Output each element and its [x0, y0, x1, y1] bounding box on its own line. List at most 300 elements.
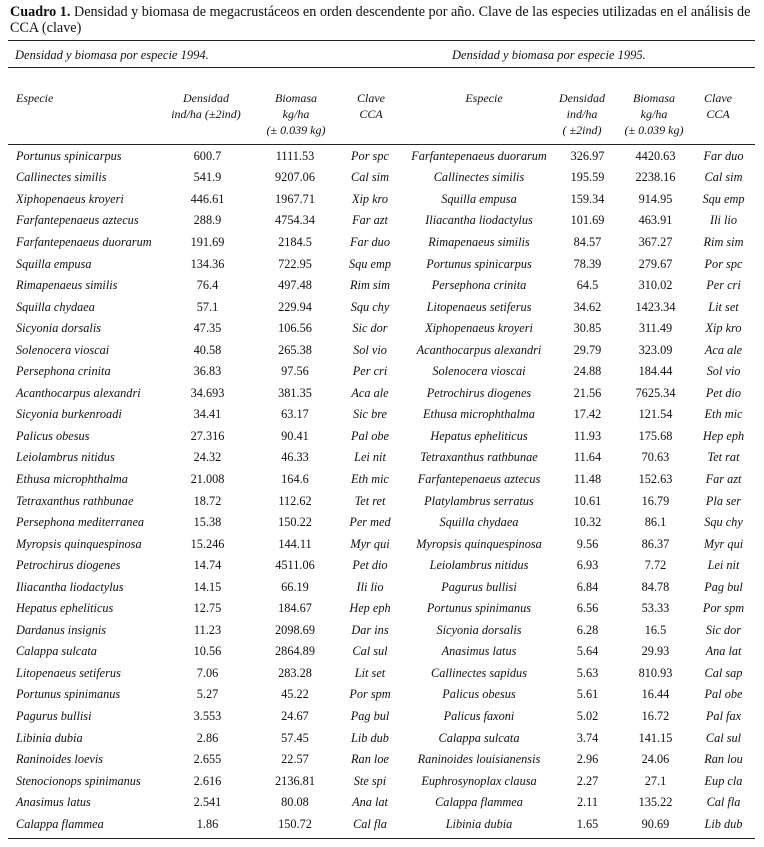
cell-biomasa-1995: 53.33 — [641, 601, 670, 616]
table-row — [8, 274, 755, 296]
cell-clave-1995: Squ chy — [704, 515, 743, 530]
cell-densidad-1995: 3.74 — [576, 730, 599, 745]
cell-species-1995: Iliacantha liodactylus — [425, 213, 533, 228]
table-row — [8, 404, 755, 426]
cell-clave-1994: Aca ale — [351, 385, 389, 400]
cell-clave-1994: Dar ins — [351, 622, 389, 637]
cell-species-1994: Ethusa microphthalma — [16, 471, 128, 486]
cell-densidad-1995: 5.02 — [576, 708, 599, 723]
cell-biomasa-1995: 16.79 — [641, 493, 670, 508]
cell-densidad-1994: 1.86 — [196, 816, 219, 831]
cell-species-1995: Callinectes similis — [433, 170, 525, 185]
header-biomasa-err: (± 0.039 kg) — [624, 123, 684, 137]
cell-species-1994: Calappa sulcata — [16, 644, 97, 659]
cell-species-1995: Myropsis quinquespinosa — [416, 536, 542, 551]
cell-densidad-1994: 76.4 — [196, 278, 219, 293]
table-row — [8, 662, 755, 684]
cell-densidad-1995: 326.97 — [570, 148, 605, 163]
cell-species-1994: Raninoides loevis — [16, 752, 104, 767]
cell-clave-1995: Ran lou — [704, 752, 743, 767]
cell-species-1994: Palicus obesus — [16, 428, 90, 443]
cell-species-1994: Stenocionops spinimanus — [16, 773, 141, 788]
cell-densidad-1994: 57.1 — [196, 299, 219, 314]
cell-densidad-1995: 5.63 — [576, 665, 599, 680]
cell-biomasa-1994: 381.35 — [278, 385, 312, 400]
cell-densidad-1994: 47.35 — [193, 321, 222, 336]
cell-species-1995: Petrochirus diogenes — [426, 385, 532, 400]
cell-clave-1995: Pag bul — [704, 579, 743, 594]
cell-clave-1994: Hep eph — [349, 601, 391, 616]
cell-densidad-1995: 34.62 — [573, 299, 602, 314]
table-row — [8, 253, 755, 275]
cell-densidad-1994: 34.41 — [193, 407, 222, 422]
cell-clave-1994: Sic dor — [352, 321, 388, 336]
cell-species-1995: Portunus spinicarpus — [426, 256, 532, 271]
cell-biomasa-1995: 279.67 — [638, 256, 673, 271]
table-row — [8, 167, 755, 189]
cell-species-1994: Leiolambrus nitidus — [16, 450, 115, 465]
table-row — [8, 317, 755, 339]
cell-biomasa-1995: 86.37 — [641, 536, 670, 551]
cell-species-1994: Litopenaeus setiferus — [16, 665, 121, 680]
cell-clave-1995: Ili lio — [710, 213, 737, 228]
cell-biomasa-1995: 70.63 — [641, 450, 670, 465]
cell-species-1994: Sicyonia burkenroadi — [16, 407, 122, 422]
cell-densidad-1995: 6.28 — [576, 622, 599, 637]
cell-species-1995: Calappa sulcata — [438, 730, 520, 745]
cell-species-1995: Xiphopenaeus kroyeri — [425, 321, 533, 336]
header-densidad-unit: ind/ha — [566, 107, 598, 121]
cell-densidad-1994: 541.9 — [193, 170, 222, 185]
cell-biomasa-1995: 311.49 — [638, 321, 673, 336]
cell-biomasa-1995: 16.44 — [641, 687, 670, 702]
cell-biomasa-1995: 84.78 — [641, 579, 670, 594]
cell-clave-1994: Tet ret — [354, 493, 386, 508]
cell-biomasa-1994: 2184.5 — [278, 234, 312, 249]
table-row — [8, 727, 755, 749]
header-especie-1995: Especie — [465, 91, 503, 105]
cell-densidad-1995: 2.27 — [576, 773, 599, 788]
cell-biomasa-1995: 175.68 — [638, 428, 673, 443]
cell-clave-1995: Pal obe — [704, 687, 743, 702]
cell-densidad-1994: 288.9 — [193, 213, 222, 228]
cell-biomasa-1994: 164.6 — [281, 471, 309, 486]
cell-biomasa-1995: 24.06 — [641, 752, 670, 767]
cell-biomasa-1995: 7625.34 — [635, 385, 676, 400]
cell-species-1994: Hepatus epheliticus — [16, 601, 114, 616]
cell-clave-1994: Far duo — [350, 234, 390, 249]
cell-species-1994: Persephona crinita — [16, 364, 111, 379]
cell-biomasa-1995: 463.91 — [638, 213, 673, 228]
header-biomasa-1994 — [256, 90, 336, 138]
top-rule — [8, 40, 755, 41]
cell-biomasa-1994: 46.33 — [281, 450, 309, 465]
table-row — [8, 511, 755, 533]
cell-species-1994: Tetraxanthus rathbunae — [16, 493, 134, 508]
cell-biomasa-1994: 66.19 — [281, 579, 309, 594]
header-especie-1994: Especie — [16, 91, 54, 105]
cell-clave-1995: Lei nit — [707, 558, 740, 573]
cell-species-1995: Libinia dubia — [445, 816, 513, 831]
cell-clave-1994: Myr qui — [350, 536, 390, 551]
cell-biomasa-1994: 144.11 — [278, 536, 312, 551]
header-densidad-label: Densidad — [559, 91, 605, 105]
cell-densidad-1995: 2.96 — [576, 752, 599, 767]
cell-clave-1994: Ili lio — [356, 579, 384, 594]
cell-species-1994: Solenocera vioscai — [16, 342, 110, 357]
cell-species-1995: Farfantepenaeus aztecus — [417, 471, 541, 486]
cell-densidad-1995: 11.64 — [573, 450, 602, 465]
cell-biomasa-1994: 45.22 — [281, 687, 309, 702]
cell-clave-1994: Xip kro — [351, 191, 389, 206]
cell-densidad-1994: 34.693 — [190, 385, 225, 400]
cell-densidad-1995: 78.39 — [573, 256, 602, 271]
cell-biomasa-1995: 29.93 — [641, 644, 670, 659]
cell-clave-1994: Far azt — [352, 213, 388, 228]
cell-densidad-1995: 84.57 — [573, 234, 602, 249]
cell-densidad-1994: 12.75 — [193, 601, 222, 616]
cell-species-1995: Hepatus epheliticus — [430, 428, 528, 443]
section-title-1994: Densidad y biomasa por especie 1994. — [15, 48, 209, 62]
header-biomasa-unit: kg/ha — [282, 107, 310, 121]
cell-clave-1995: Rim sim — [703, 234, 744, 249]
cell-biomasa-1995: 7.72 — [644, 558, 667, 573]
cell-clave-1994: Squ emp — [348, 256, 391, 271]
cell-clave-1995: Por spm — [702, 601, 745, 616]
cell-clave-1995: Far duo — [703, 148, 744, 163]
cell-densidad-1995: 10.32 — [573, 515, 602, 530]
table-row — [8, 382, 755, 404]
cell-species-1995: Pagurus bullisi — [441, 579, 517, 594]
cell-biomasa-1995: 141.15 — [638, 730, 673, 745]
table-row — [8, 748, 755, 770]
cell-species-1994: Xiphopenaeus kroyeri — [16, 191, 124, 206]
cell-densidad-1994: 3.553 — [193, 708, 222, 723]
cell-species-1995: Tetraxanthus rathbunae — [420, 450, 538, 465]
cell-densidad-1995: 6.84 — [576, 579, 599, 594]
cell-clave-1994: Lib dub — [351, 730, 389, 745]
table-row — [8, 770, 755, 792]
cell-biomasa-1995: 152.63 — [638, 471, 673, 486]
cell-species-1995: Farfantepenaeus duorarum — [411, 148, 547, 163]
cell-clave-1994: Sic bre — [352, 407, 388, 422]
cell-densidad-1994: 134.36 — [190, 256, 225, 271]
cell-species-1995: Palicus faxoni — [443, 708, 515, 723]
cell-clave-1995: Per cri — [706, 278, 741, 293]
cell-densidad-1995: 1.65 — [576, 816, 599, 831]
cell-biomasa-1995: 184.44 — [638, 364, 673, 379]
table-row — [8, 231, 755, 253]
header-densidad-unit: ind/ha (±2ind) — [171, 107, 241, 121]
cell-densidad-1995: 9.56 — [576, 536, 599, 551]
cell-clave-1995: Por spc — [704, 256, 743, 271]
cell-species-1994: Portunus spinicarpus — [16, 148, 122, 163]
cell-clave-1994: Ste spi — [353, 773, 387, 788]
cell-species-1994: Calappa flammea — [16, 816, 104, 831]
cell-biomasa-1994: 2098.69 — [275, 622, 315, 637]
cell-biomasa-1994: 2136.81 — [275, 773, 315, 788]
cell-densidad-1994: 36.83 — [193, 364, 222, 379]
cell-clave-1995: Cal fla — [706, 795, 741, 810]
table-row — [8, 619, 755, 641]
caption-label: Cuadro 1. — [10, 4, 71, 20]
cell-biomasa-1994: 722.95 — [278, 256, 312, 271]
cell-densidad-1994: 5.27 — [196, 687, 219, 702]
cell-biomasa-1995: 1423.34 — [635, 299, 676, 314]
cell-densidad-1994: 40.58 — [193, 342, 222, 357]
cell-densidad-1995: 11.48 — [573, 471, 602, 486]
cell-species-1994: Callinectes similis — [16, 170, 107, 185]
cell-clave-1994: Lei nit — [354, 450, 386, 465]
cell-biomasa-1995: 367.27 — [638, 234, 673, 249]
cell-densidad-1994: 2.655 — [193, 752, 222, 767]
cell-biomasa-1994: 265.38 — [278, 342, 312, 357]
cell-biomasa-1994: 80.08 — [281, 795, 309, 810]
cell-biomasa-1995: 121.54 — [638, 407, 673, 422]
cell-biomasa-1994: 184.67 — [278, 601, 312, 616]
cell-clave-1995: Cal sim — [704, 170, 743, 185]
cell-biomasa-1994: 9207.06 — [275, 170, 315, 185]
cell-species-1994: Pagurus bullisi — [16, 708, 92, 723]
cell-clave-1995: Far azt — [705, 471, 742, 486]
cell-species-1995: Portunus spinimanus — [426, 601, 532, 616]
cell-species-1994: Persephona mediterranea — [16, 515, 145, 530]
header-clave-sub: CCA — [706, 107, 730, 121]
cell-biomasa-1994: 2864.89 — [275, 644, 315, 659]
cell-densidad-1994: 18.72 — [193, 493, 222, 508]
cell-clave-1994: Por spc — [351, 148, 389, 163]
cell-densidad-1994: 15.246 — [190, 536, 225, 551]
cell-species-1994: Anasimus latus — [16, 795, 91, 810]
table-caption — [10, 4, 755, 36]
table-row — [8, 296, 755, 318]
cell-densidad-1994: 600.7 — [193, 148, 222, 163]
cell-biomasa-1994: 283.28 — [278, 665, 312, 680]
cell-species-1995: Platylambrus serratus — [424, 493, 534, 508]
cell-densidad-1994: 27.316 — [190, 428, 225, 443]
header-densidad-1994 — [162, 90, 250, 122]
cell-biomasa-1994: 57.45 — [281, 730, 309, 745]
cell-species-1994: Petrochirus diogenes — [16, 558, 121, 573]
table-row — [8, 360, 755, 382]
table-row — [8, 490, 755, 512]
cell-clave-1994: Ran loe — [351, 752, 389, 767]
table-body — [8, 145, 755, 835]
header-biomasa-label: Biomasa — [633, 91, 675, 105]
cell-densidad-1995: 159.34 — [570, 191, 605, 206]
table-row — [8, 468, 755, 490]
cell-species-1994: Acanthocarpus alexandri — [16, 385, 141, 400]
section-rule — [8, 67, 755, 68]
cell-biomasa-1994: 229.94 — [278, 299, 312, 314]
cell-species-1995: Acanthocarpus alexandri — [416, 342, 542, 357]
header-clave-sub: CCA — [359, 107, 383, 121]
table-row — [8, 813, 755, 835]
cell-clave-1995: Tet rat — [707, 450, 740, 465]
cell-clave-1995: Sol vio — [706, 364, 741, 379]
cell-clave-1995: Pal fax — [705, 708, 742, 723]
header-biomasa-label: Biomasa — [275, 91, 317, 105]
table-row — [8, 554, 755, 576]
cell-clave-1995: Squ emp — [702, 191, 745, 206]
cell-species-1995: Calappa flammea — [435, 795, 523, 810]
cell-densidad-1994: 7.06 — [196, 665, 219, 680]
cell-densidad-1995: 2.11 — [576, 795, 599, 810]
table-row — [8, 145, 755, 167]
cell-species-1995: Euphrosynoplax clausa — [421, 773, 537, 788]
cell-biomasa-1995: 2238.16 — [635, 170, 676, 185]
cell-clave-1995: Cal sap — [704, 665, 743, 680]
table-row — [8, 188, 755, 210]
table-row — [8, 597, 755, 619]
cell-species-1995: Litopenaeus setiferus — [426, 299, 532, 314]
table-row — [8, 210, 755, 232]
cell-clave-1995: Lib dub — [704, 816, 743, 831]
header-densidad-err: ( ±2ind) — [562, 123, 602, 137]
cell-biomasa-1995: 323.09 — [638, 342, 673, 357]
data-table — [8, 145, 755, 835]
table-row — [8, 641, 755, 663]
cell-clave-1994: Pal obe — [351, 428, 389, 443]
cell-densidad-1995: 21.56 — [573, 385, 602, 400]
cell-clave-1994: Rim sim — [350, 278, 390, 293]
cell-biomasa-1995: 86.1 — [644, 515, 667, 530]
header-biomasa-unit: kg/ha — [640, 107, 668, 121]
cell-biomasa-1994: 90.41 — [281, 428, 309, 443]
cell-species-1995: Ethusa microphthalma — [423, 407, 535, 422]
cell-species-1994: Libinia dubia — [16, 730, 83, 745]
header-densidad-1995 — [551, 90, 613, 138]
cell-species-1995: Rimapenaeus similis — [428, 234, 530, 249]
cell-densidad-1994: 2.541 — [193, 795, 222, 810]
cell-biomasa-1994: 150.72 — [278, 816, 312, 831]
cell-biomasa-1994: 150.22 — [278, 515, 312, 530]
cell-species-1995: Anasimus latus — [441, 644, 517, 659]
cell-clave-1994: Per cri — [352, 364, 388, 379]
cell-species-1994: Rimapenaeus similis — [16, 278, 118, 293]
cell-clave-1994: Eth mic — [351, 471, 389, 486]
header-densidad-label: Densidad — [183, 91, 229, 105]
cell-species-1994: Dardanus insignis — [16, 622, 107, 637]
header-clave-1995 — [690, 90, 746, 122]
cell-densidad-1995: 6.56 — [576, 601, 599, 616]
cell-species-1995: Sicyonia dorsalis — [436, 622, 522, 637]
section-title-1995: Densidad y biomasa por especie 1995. — [452, 48, 646, 62]
cell-clave-1995: Xip kro — [705, 321, 742, 336]
header-clave-1994 — [340, 90, 402, 122]
cell-biomasa-1994: 97.56 — [281, 364, 309, 379]
cell-species-1995: Squilla chydaea — [439, 515, 519, 530]
cell-densidad-1994: 24.32 — [193, 450, 222, 465]
cell-densidad-1995: 195.59 — [570, 170, 605, 185]
table-row — [8, 533, 755, 555]
cell-clave-1994: Lit set — [354, 665, 386, 680]
cell-clave-1995: Cal sul — [705, 730, 742, 745]
cell-species-1995: Raninoides louisianensis — [417, 752, 541, 767]
header-clave-label: Clave — [704, 91, 732, 105]
cell-species-1994: Myropsis quinquespinosa — [16, 536, 142, 551]
cell-species-1994: Portunus spinimanus — [16, 687, 121, 702]
table-row — [8, 705, 755, 727]
cell-densidad-1995: 24.88 — [573, 364, 602, 379]
cell-biomasa-1995: 90.69 — [641, 816, 670, 831]
cell-densidad-1994: 10.56 — [193, 644, 222, 659]
cell-biomasa-1995: 4420.63 — [635, 148, 676, 163]
cell-biomasa-1995: 810.93 — [638, 665, 673, 680]
cell-species-1995: Leiolambrus nitidus — [429, 558, 529, 573]
cell-biomasa-1994: 63.17 — [281, 407, 309, 422]
cell-densidad-1994: 14.74 — [193, 558, 222, 573]
cell-densidad-1995: 6.93 — [576, 558, 599, 573]
cell-biomasa-1995: 27.1 — [644, 773, 667, 788]
cell-densidad-1994: 446.61 — [190, 191, 225, 206]
cell-biomasa-1994: 4511.06 — [275, 558, 315, 573]
cell-clave-1995: Ana lat — [705, 644, 742, 659]
header-biomasa-err: (± 0.039 kg) — [266, 123, 326, 137]
cell-species-1994: Squilla empusa — [16, 256, 92, 271]
cell-species-1994: Farfantepenaeus duorarum — [16, 234, 152, 249]
cell-densidad-1994: 2.86 — [196, 730, 219, 745]
cell-species-1995: Squilla empusa — [441, 191, 517, 206]
cell-densidad-1995: 101.69 — [570, 213, 605, 228]
cell-densidad-1994: 14.15 — [193, 579, 222, 594]
cell-clave-1994: Ana lat — [352, 795, 388, 810]
cell-biomasa-1995: 135.22 — [638, 795, 673, 810]
cell-densidad-1995: 5.61 — [576, 687, 599, 702]
cell-densidad-1995: 17.42 — [573, 407, 602, 422]
cell-clave-1995: Hep eph — [702, 428, 745, 443]
table-row — [8, 791, 755, 813]
cell-densidad-1995: 30.85 — [573, 321, 602, 336]
cell-biomasa-1995: 16.5 — [644, 622, 667, 637]
cell-clave-1994: Por spm — [349, 687, 391, 702]
cell-species-1995: Persephona crinita — [431, 278, 527, 293]
cell-densidad-1994: 15.38 — [193, 515, 222, 530]
cell-clave-1994: Squ chy — [350, 299, 390, 314]
table-row — [8, 425, 755, 447]
table-row — [8, 339, 755, 361]
cell-biomasa-1995: 914.95 — [638, 191, 673, 206]
cell-clave-1995: Pet dio — [705, 385, 742, 400]
cell-clave-1995: Lit set — [708, 299, 739, 314]
table-row — [8, 447, 755, 469]
cell-species-1995: Callinectes sapidus — [431, 665, 527, 680]
cell-species-1995: Palicus obesus — [442, 687, 516, 702]
cell-biomasa-1995: 310.02 — [638, 278, 673, 293]
cell-biomasa-1994: 22.57 — [281, 752, 309, 767]
cell-densidad-1994: 191.69 — [190, 234, 225, 249]
cell-clave-1995: Pla ser — [705, 493, 742, 508]
cell-species-1994: Farfantepenaeus aztecus — [16, 213, 139, 228]
cell-clave-1995: Sic dor — [705, 622, 742, 637]
table-row — [8, 684, 755, 706]
header-biomasa-1995 — [614, 90, 694, 138]
cell-clave-1995: Eth mic — [704, 407, 743, 422]
cell-densidad-1994: 2.616 — [193, 773, 222, 788]
cell-biomasa-1994: 106.56 — [278, 321, 312, 336]
cell-densidad-1994: 11.23 — [193, 622, 222, 637]
cell-clave-1995: Aca ale — [704, 342, 743, 357]
caption-text: Densidad y biomasa de megacrustáceos en orden descendente por año. Clave de las especies utilizadas en el análisis de CCA (clave) — [10, 4, 751, 36]
header-clave-label: Clave — [357, 91, 385, 105]
cell-clave-1994: Cal sul — [352, 644, 388, 659]
cell-clave-1994: Pag bul — [350, 708, 390, 723]
cell-clave-1994: Pet dio — [352, 558, 388, 573]
cell-biomasa-1994: 24.67 — [281, 708, 309, 723]
bottom-rule — [8, 838, 755, 839]
cell-biomasa-1994: 1111.53 — [275, 148, 315, 163]
cell-species-1994: Iliacantha liodactylus — [16, 579, 124, 594]
